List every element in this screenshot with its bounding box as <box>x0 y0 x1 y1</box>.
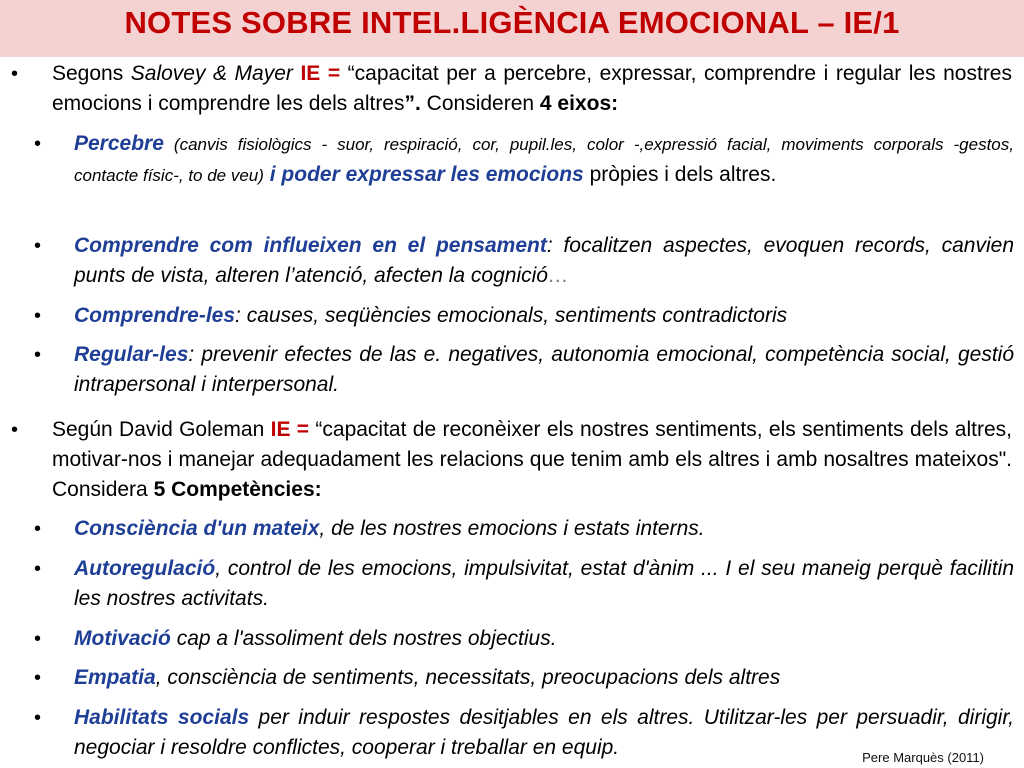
slide-title: NOTES SOBRE INTEL.LIGÈNCIA EMOCIONAL – IE/1 <box>124 5 900 40</box>
ie-label: IE = <box>300 62 341 85</box>
title-bar <box>0 0 1024 57</box>
author-credit: Pere Marquès (2011) <box>862 750 984 765</box>
competences-count: 5 Competències: <box>153 478 322 501</box>
goleman-text: Según David Goleman IE = “capacitat de reconèixer els nostres sentiments, els sentiments dels altres, motivar-nos i manejar adequadament les relacions que tenim amb els altres i amb nosaltres mateixos". Considera 5 Competències: <box>52 418 1012 501</box>
salovey-text: Segons Salovey & Mayer IE = “capacitat per a percebre, expressar, comprendre i regular les nostres emocions i comprendre les dels altres”. Consideren 4 eixos: <box>52 62 1012 115</box>
axes-count: 4 eixos: <box>539 92 619 115</box>
bullet: • <box>11 63 19 85</box>
ie-label: IE = <box>270 418 310 441</box>
salovey-authors: Salovey & Mayer <box>130 62 293 85</box>
salovey-def: “capacitat per a percebre, expressar, comprendre i regular les nostres emocions i comprendre les dels altres <box>52 62 1012 115</box>
